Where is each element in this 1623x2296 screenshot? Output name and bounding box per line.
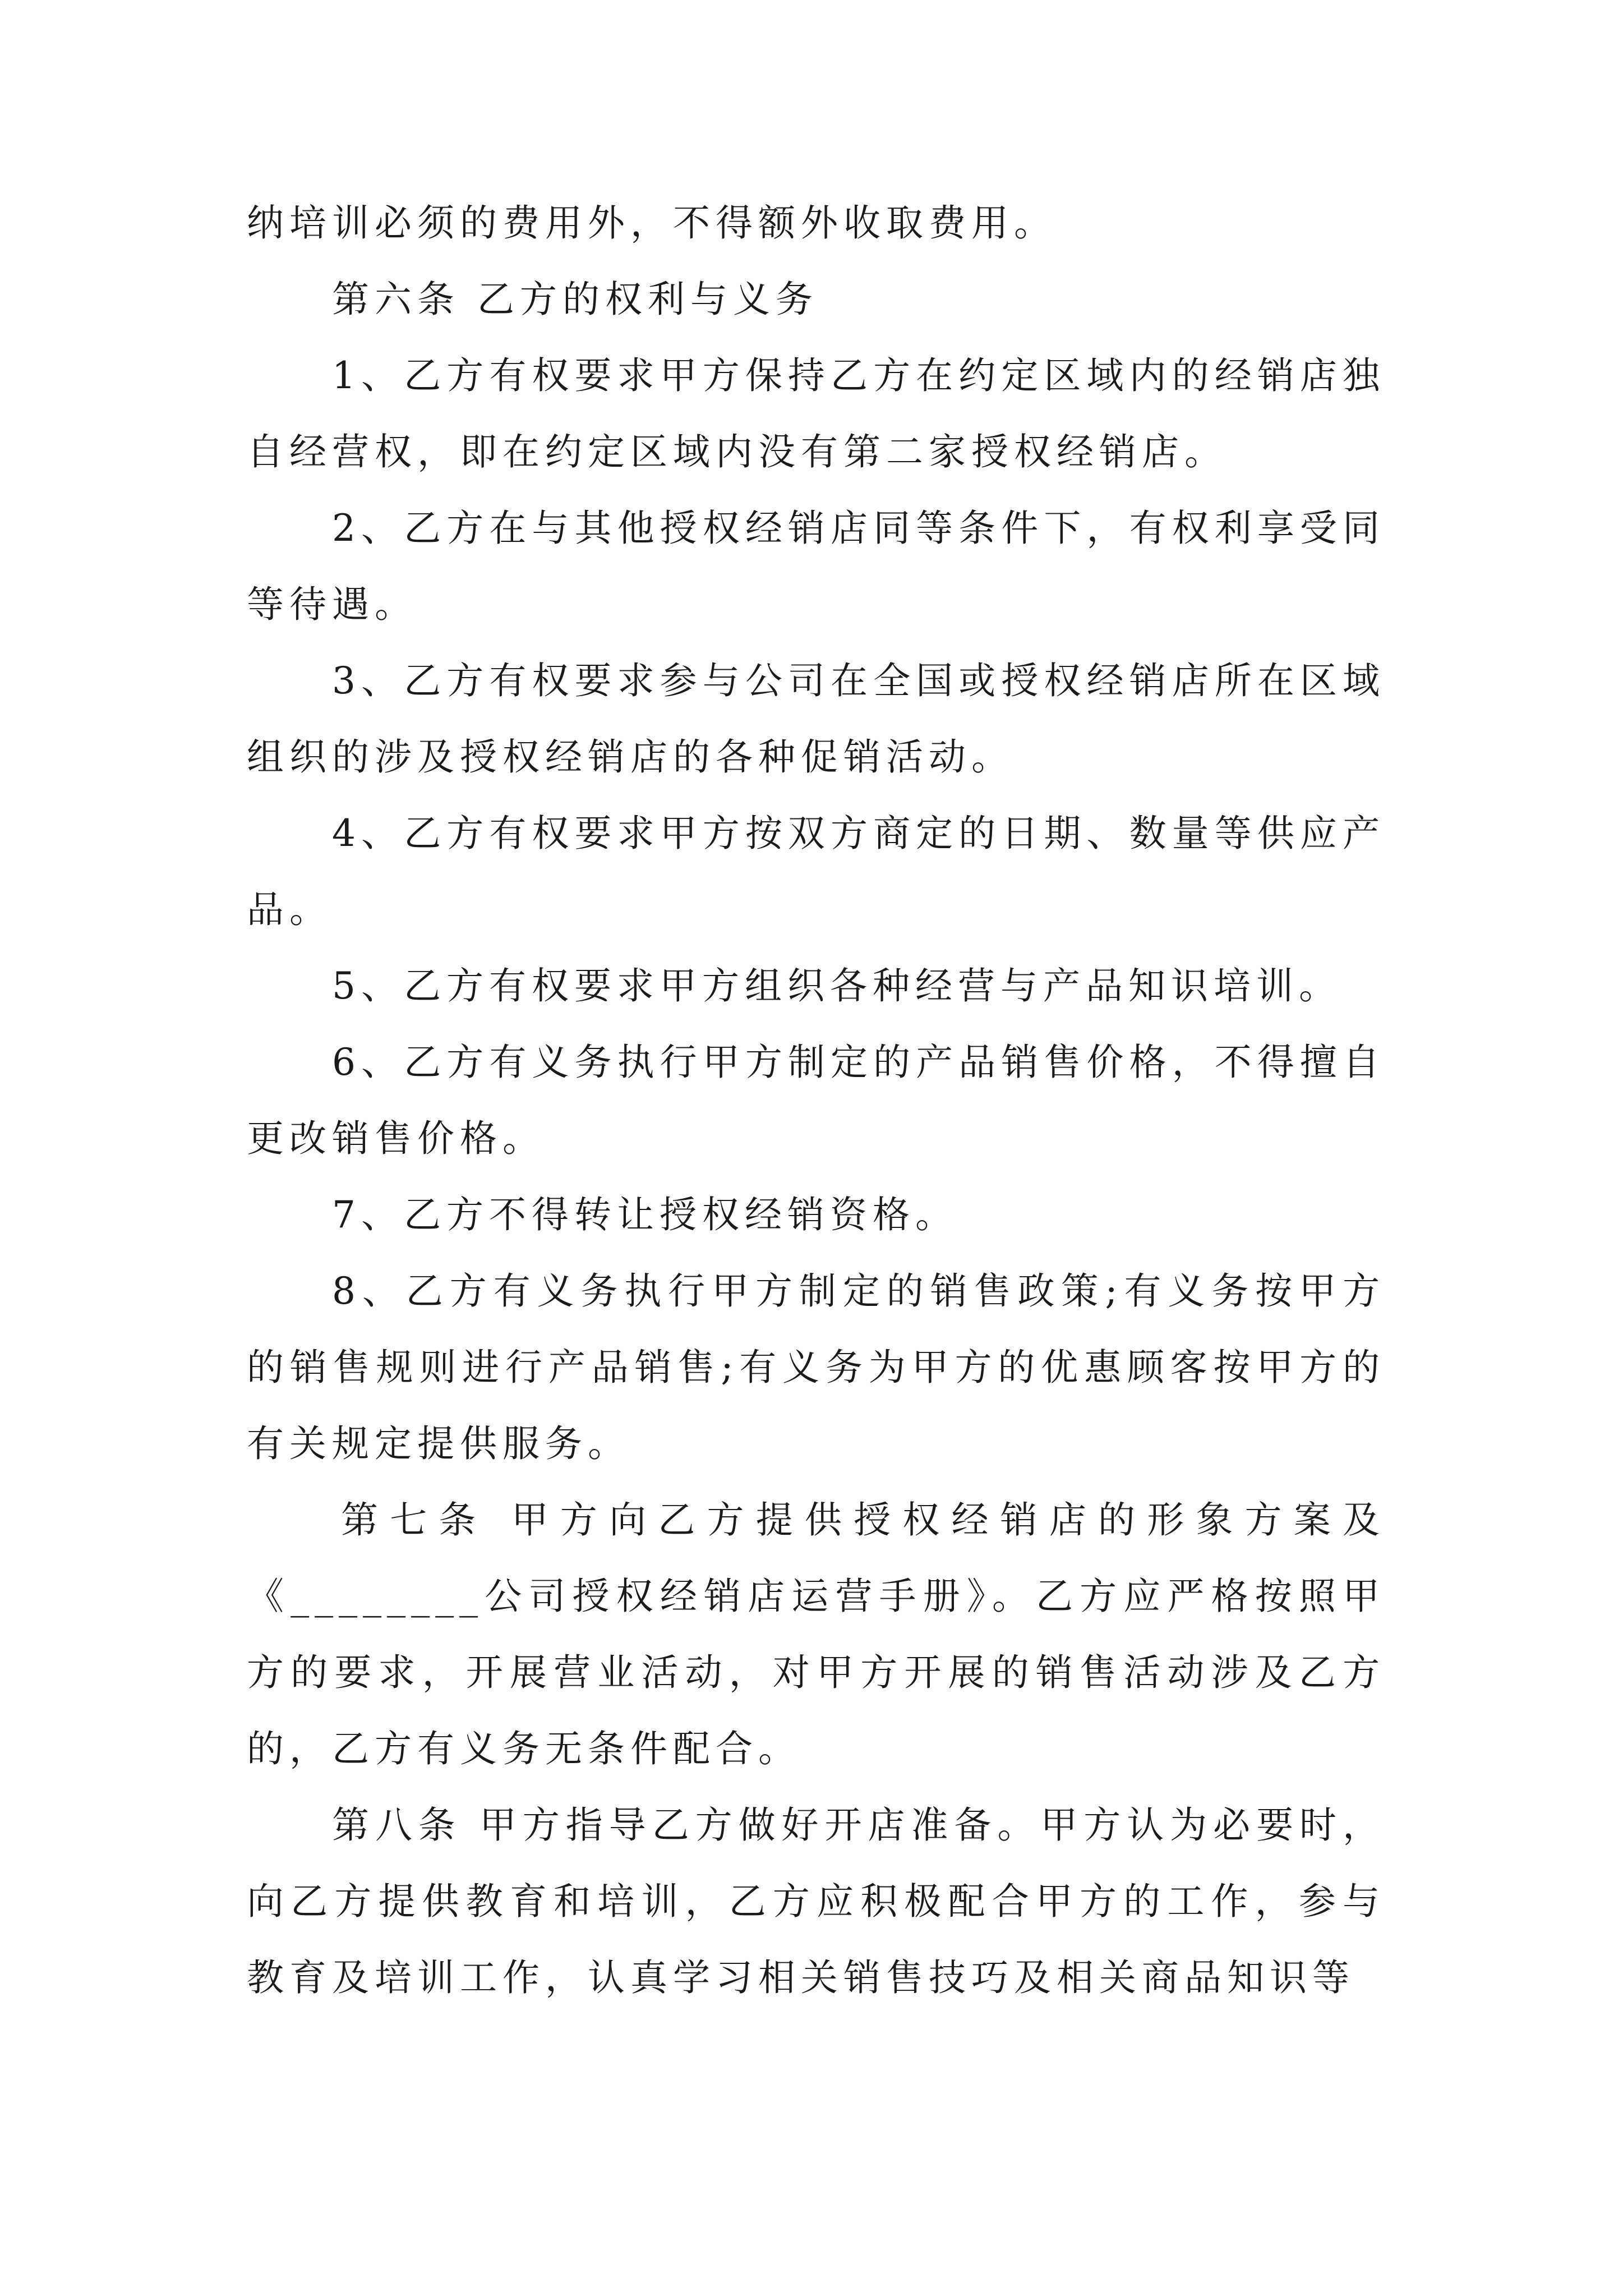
clause-6-4: 4、乙方有权要求甲方按双方商定的日期、数量等供应产品。 <box>247 812 1385 931</box>
article-8: 第八条 甲方指导乙方做好开店准备。甲方认为必要时，向乙方提供教育和培训，乙方应积极配合甲方的工作，参与教育及培训工作，认真学习相关销售技巧及相关商品知识等 <box>247 1803 1385 1999</box>
article-7: 第七条 甲方向乙方提供授权经销店的形象方案及《________公司授权经销店运营手册》。乙方应严格按照甲方的要求，开展营业活动，对甲方开展的销售活动涉及乙方的，乙方有义务无条件配合。 <box>247 1498 1385 1770</box>
clause-6-8: 8、乙方有义务执行甲方制定的销售政策;有义务按甲方的销售规则进行产品销售;有义务为甲方的优惠顾客按甲方的有关规定提供服务。 <box>247 1269 1385 1465</box>
article-6-heading: 第六条 乙方的权利与义务 <box>332 278 818 321</box>
clause-6-1: 1、乙方有权要求甲方保持乙方在约定区域内的经销店独自经营权，即在约定区域内没有第二家授权经销店。 <box>247 354 1385 473</box>
clause-6-5: 5、乙方有权要求甲方组织各种经营与产品知识培训。 <box>332 964 1341 1007</box>
clause-6-7: 7、乙方不得转让授权经销资格。 <box>332 1193 958 1236</box>
clause-6-2: 2、乙方在与其他授权经销店同等条件下，有权利享受同等待遇。 <box>247 507 1385 626</box>
document-body <box>247 185 1385 2016</box>
clause-6-6: 6、乙方有义务执行甲方制定的产品销售价格，不得擅自更改销售价格。 <box>247 1041 1385 1160</box>
clause-6-3: 3、乙方有权要求参与公司在全国或授权经销店所在区域组织的涉及授权经销店的各种促销活动。 <box>247 659 1385 779</box>
paragraph-fee-continuation: 纳培训必须的费用外，不得额外收取费用。 <box>247 201 1057 245</box>
